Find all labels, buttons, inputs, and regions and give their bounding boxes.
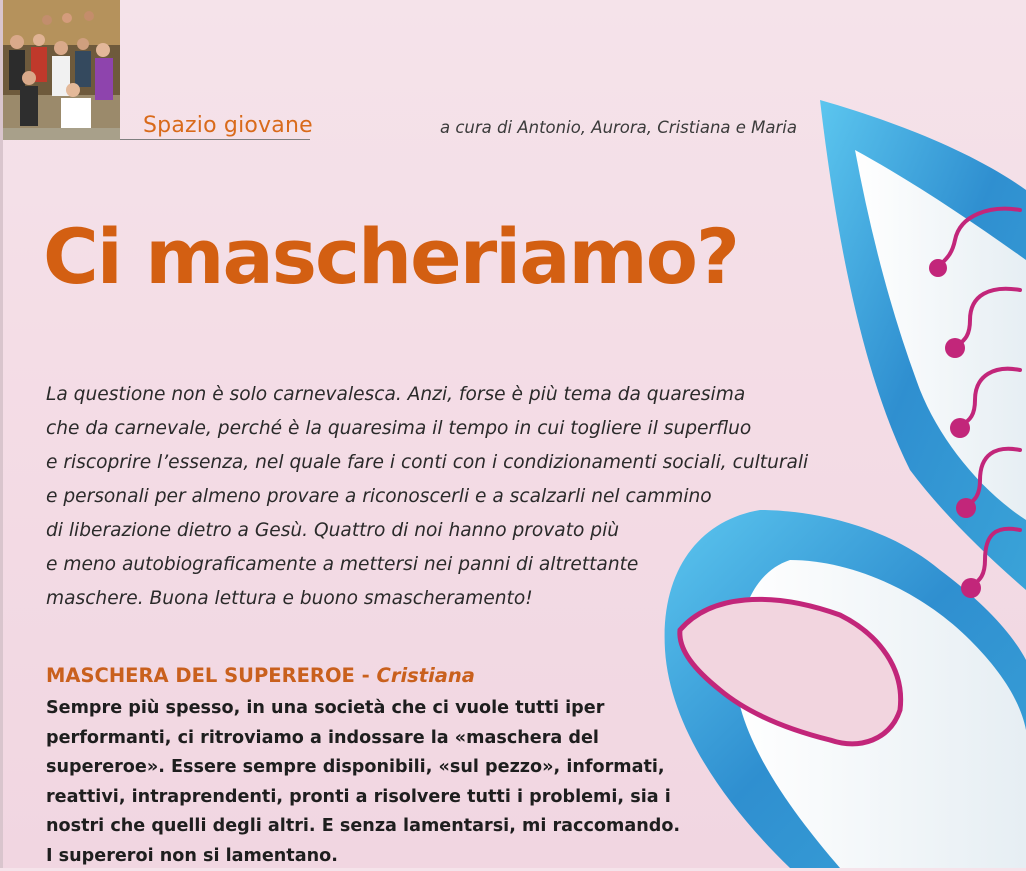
section-body [46, 694, 666, 871]
section-heading [46, 664, 475, 687]
section-underline [120, 139, 310, 140]
body-line: I supereroi non si lamentano. [46, 842, 666, 871]
body-line: supereroe». Essere sempre disponibili, «sul pezzo», informati, [46, 753, 666, 783]
group-photo [3, 0, 120, 140]
credits-prefix: a cura di [440, 118, 512, 137]
body-line: Sempre più spesso, in una società che ci vuole tutti iper [46, 694, 666, 724]
page-title: Ci mascheriamo? [43, 212, 738, 301]
intro-line: di liberazione dietro a Gesù. Quattro di noi hanno provato più [46, 514, 826, 548]
section-label: Spazio giovane [143, 113, 313, 138]
intro-paragraph [46, 378, 826, 616]
intro-line: e meno autobiograficamente a mettersi nei panni di altrettante [46, 548, 826, 582]
intro-line: che da carnevale, perché è la quaresima il tempo in cui togliere il superfluo [46, 412, 826, 446]
intro-line: e personali per almeno provare a riconoscerli e a scalzarli nel cammino [46, 480, 826, 514]
intro-line: maschere. Buona lettura e buono smascheramento! [46, 582, 826, 616]
intro-line: La questione non è solo carnevalesca. Anzi, forse è più tema da quaresima [46, 378, 826, 412]
group-photo-image [3, 0, 120, 140]
credits-names: Antonio, Aurora, Cristiana e Maria [517, 118, 797, 137]
section-author: Cristiana [377, 664, 475, 687]
body-line: nostri che quelli degli altri. E senza lamentarsi, mi raccomando. [46, 812, 666, 842]
intro-line: e riscoprire l’essenza, nel quale fare i conti con i condizionamenti sociali, culturali [46, 446, 826, 480]
section-heading-text: MASCHERA DEL SUPEREROE - [46, 664, 370, 687]
body-line: performanti, ci ritroviamo a indossare la «maschera del [46, 724, 666, 754]
body-line: reattivi, intraprendenti, pronti a risolvere tutti i problemi, sia i [46, 783, 666, 813]
